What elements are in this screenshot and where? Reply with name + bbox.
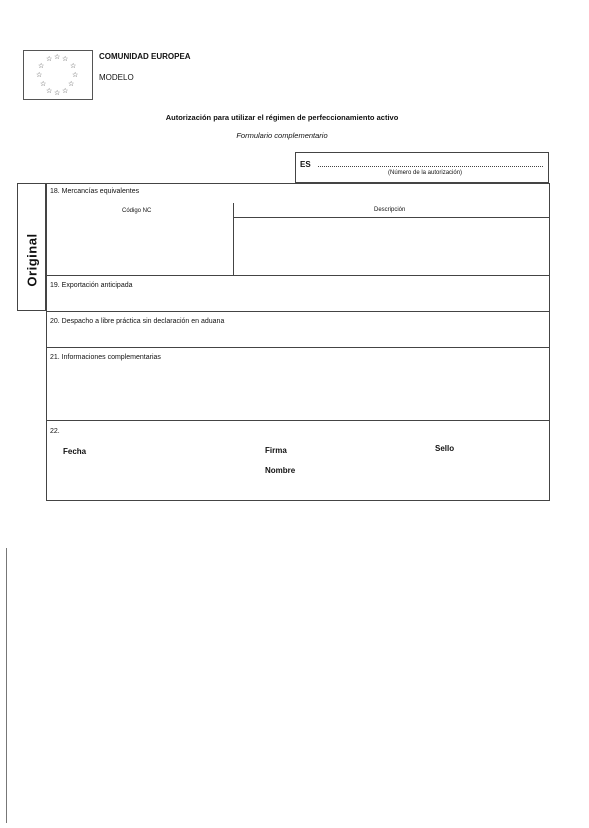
date-label: Fecha — [63, 447, 87, 456]
modelo-label: MODELO — [99, 73, 134, 82]
star-icon: ☆ — [54, 90, 61, 97]
name-field[interactable] — [262, 478, 412, 496]
section-21-label: 21. Informaciones complementarias — [50, 354, 161, 361]
form-top-rule — [46, 183, 550, 184]
name-label: Nombre — [265, 466, 296, 475]
star-icon: ☆ — [68, 81, 75, 88]
section-21-bottom-rule — [46, 420, 550, 421]
section-20-label: 20. Despacho a libre práctica sin declaración en aduana — [50, 318, 225, 325]
authorization-number-box — [295, 152, 549, 183]
page-title: Autorización para utilizar el régimen de perfeccionamiento activo — [165, 113, 399, 122]
signature-label: Firma — [265, 446, 287, 455]
date-field[interactable] — [60, 460, 180, 490]
description-field[interactable] — [235, 218, 547, 274]
star-icon: ☆ — [36, 72, 43, 79]
country-code: ES — [300, 160, 311, 169]
star-icon: ☆ — [54, 54, 61, 61]
section-20-bottom-rule — [46, 347, 550, 348]
star-icon: ☆ — [46, 88, 53, 95]
star-icon: ☆ — [38, 63, 45, 70]
stamp-label: Sello — [435, 444, 455, 453]
star-icon: ☆ — [62, 88, 69, 95]
star-icon: ☆ — [72, 72, 79, 79]
original-label: Original — [24, 233, 40, 287]
section-19-bottom-rule — [46, 311, 550, 312]
section-22-label: 22. — [50, 428, 60, 435]
form-bottom-rule — [46, 500, 550, 501]
section-18-bottom-rule — [46, 275, 550, 276]
star-icon: ☆ — [62, 56, 69, 63]
free-circulation-field[interactable] — [47, 328, 547, 346]
section-19-label: 19. Exportación anticipada — [50, 282, 133, 289]
form-right-rule — [549, 183, 550, 500]
section-18-column-divider — [233, 203, 234, 275]
cn-code-field[interactable] — [50, 218, 232, 274]
star-icon: ☆ — [46, 56, 53, 63]
community-name: COMUNIDAD EUROPEA — [99, 52, 191, 61]
scan-edge — [6, 548, 7, 823]
column-header-description: Descripción — [374, 207, 406, 213]
authorization-caption: (Número de la autorización) — [388, 170, 463, 176]
page-subtitle: Formulario complementario — [236, 131, 328, 140]
authorization-number-line — [318, 160, 543, 167]
eu-flag-icon — [23, 50, 93, 100]
star-icon: ☆ — [70, 63, 77, 70]
additional-info-field[interactable] — [47, 366, 547, 419]
section-18-label: 18. Mercancías equivalentes — [50, 188, 140, 195]
column-header-cn-code: Código NC — [122, 208, 152, 214]
advance-export-field[interactable] — [47, 292, 547, 310]
star-icon: ☆ — [40, 81, 47, 88]
